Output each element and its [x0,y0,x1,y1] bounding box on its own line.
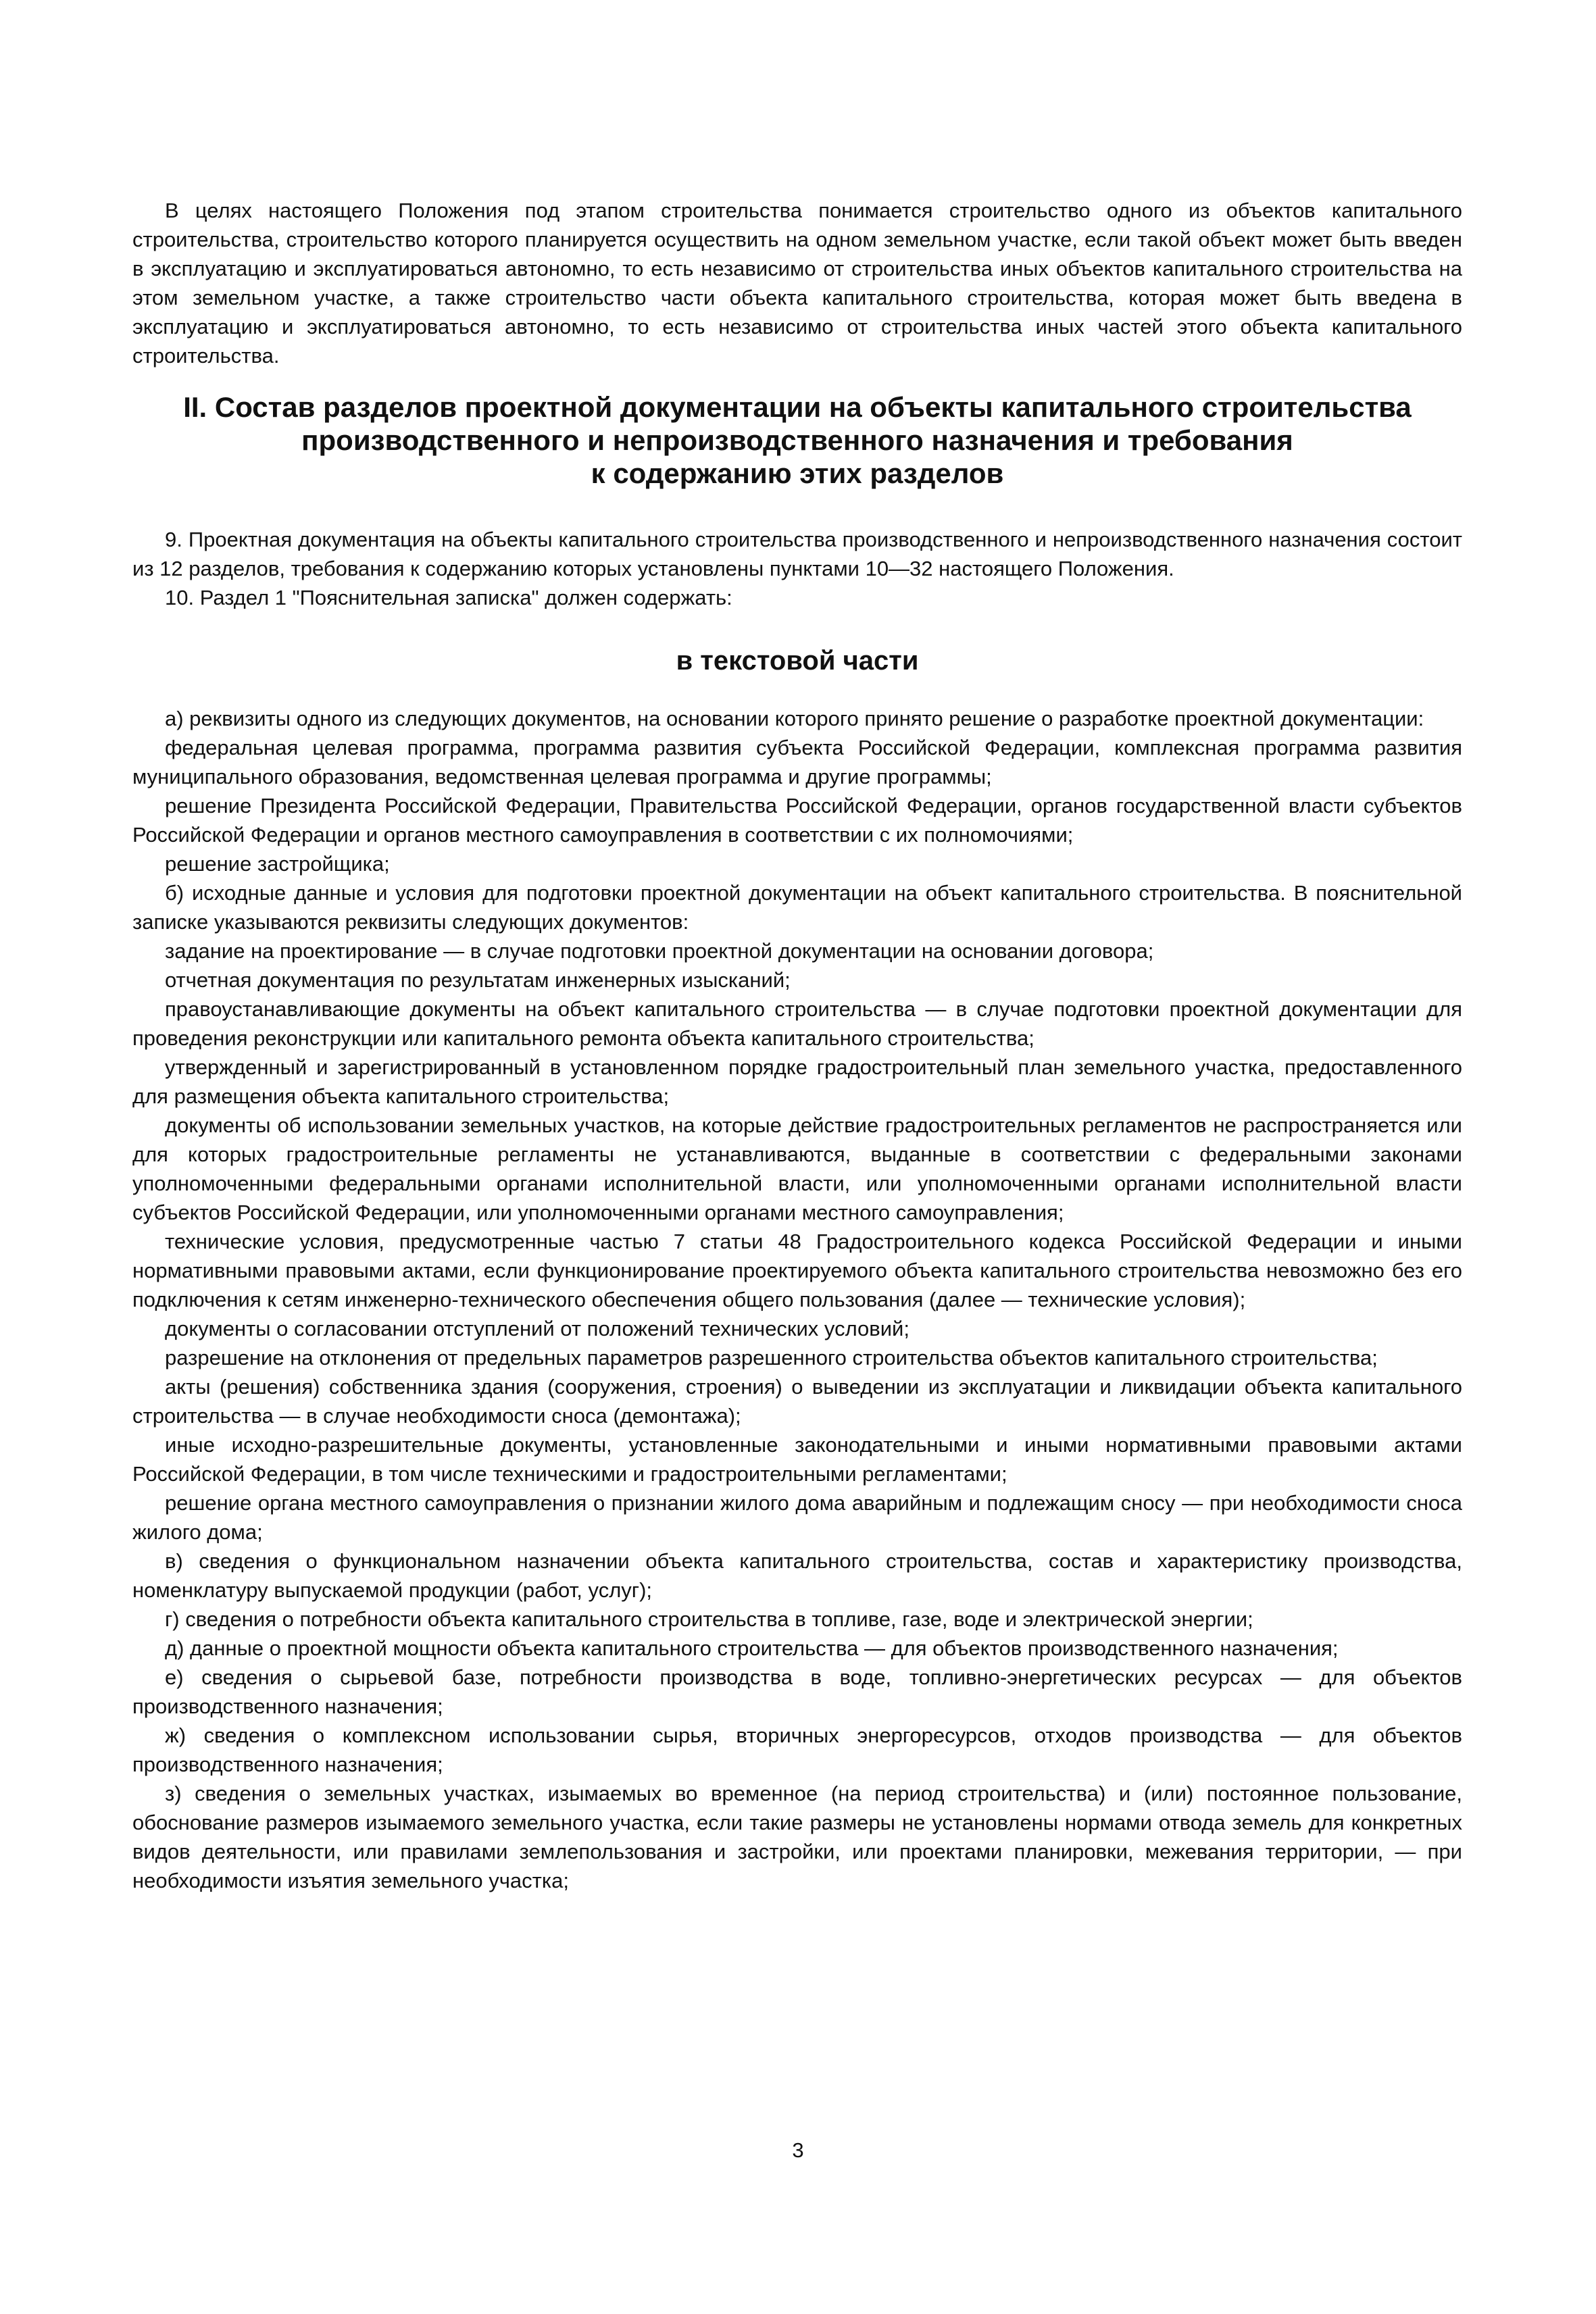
paragraph-9: 9. Проектная документация на объекты капитального строительства производственного и непроизводственного назначения состоит из 12 разделов, требования к содержанию которых установлены пунктами 10—32 настоящего Положения. [132,528,1462,580]
list-item: правоустанавливающие документы на объект капитального строительства — в случае подготовки проектной документации для проведения реконструкции или капитального ремонта объекта капитального строительства; [132,997,1462,1050]
list-item-zh: ж) сведения о комплексном использовании сырья, вторичных энергоресурсов, отходов производства — для объектов производственного назначения; [132,1724,1462,1776]
page-number: 3 [792,2138,804,2162]
section-title [132,391,1462,490]
list-item: документы об использовании земельных участков, на которые действие градостроительных регламентов не распространяется или для которых градостроительные регламенты не устанавливаются, выданные в соответствии с федеральными законами уполномоченными федеральными органами исполнительной власти, или уполномоченными органами исполнительной власти субъектов Российской Федерации, или уполномоченными органами местного самоуправления; [132,1113,1462,1224]
subheading-text-part: в текстовой части [676,646,919,676]
list-item: разрешение на отклонения от предельных параметров разрешенного строительства объектов капитального строительства; [165,1346,1378,1369]
list-item: решение застройщика; [165,852,390,876]
list-item: решение Президента Российской Федерации, Правительства Российской Федерации, органов государственной власти субъектов Российской Федерации и органов местного самоуправления в соответствии с их полномочиями; [132,794,1462,847]
list-item-z: з) сведения о земельных участках, изымаемых во временное (на период строительства) и (или) постоянное пользование, обоснование размеров изымаемого земельного участка, если такие размеры не установлены нормами отвода земель для конкретных видов деятельности, или правилами землепользования и застройки, или проектами планировки, межевания территории, — при необходимости изъятия земельного участка; [132,1782,1462,1892]
list-item: технические условия, предусмотренные частью 7 статьи 48 Градостроительного кодекса Российской Федерации и иными нормативными правовыми актами, если функционирование проектируемого объекта капитального строительства невозможно без его подключения к сетям инженерно-технического обеспечения общего пользования (далее — технические условия); [132,1230,1462,1311]
list-item: акты (решения) собственника здания (сооружения, строения) о выведении из эксплуатации и ликвидации объекта капитального строительства — в случае необходимости сноса (демонтажа); [132,1375,1462,1428]
list-item: федеральная целевая программа, программа развития субъекта Российской Федерации, комплексная программа развития муниципального образования, ведомственная целевая программа и другие программы; [132,736,1462,788]
section-title-line-1: II. Состав разделов проектной документации на объекты капитального строительства [183,391,1412,423]
intro-paragraph: В целях настоящего Положения под этапом строительства понимается строительство одного из объектов капитального строительства, строительство которого планируется осуществить на одном земельном участке, если такой объект может быть введен в эксплуатацию и эксплуатироваться автономно, то есть независимо от строительства иных объектов капитального строительства на этом земельном участке, а также строительство части объекта капитального строительства, которая может быть введена в эксплуатацию и эксплуатироваться автономно, то есть независимо от строительства иных частей этого объекта капитального строительства. [132,199,1462,368]
list-item: отчетная документация по результатам инженерных изысканий; [165,968,791,992]
list-item: утвержденный и зарегистрированный в установленном порядке градостроительный план земельного участка, предоставленного для размещения объекта капитального строительства; [132,1055,1462,1108]
list-item-e: е) сведения о сырьевой базе, потребности производства в воде, топливно-энергетических ресурсах — для объектов производственного назначения; [132,1665,1462,1718]
list-item-a: а) реквизиты одного из следующих документов, на основании которого принято решение о разработке проектной документации: [165,707,1424,730]
list-item: иные исходно-разрешительные документы, установленные законодательными и иными нормативными правовыми актами Российской Федерации, в том числе техническими и градостроительными регламентами; [132,1433,1462,1486]
paragraph-10: 10. Раздел 1 "Пояснительная записка" должен содержать: [165,586,732,609]
section-title-line-2: производственного и непроизводственного назначения и требования [301,424,1293,456]
list-item-g: г) сведения о потребности объекта капитального строительства в топливе, газе, воде и электрической энергии; [165,1607,1253,1631]
list-item-v: в) сведения о функциональном назначении объекта капитального строительства, состав и характеристику производства, номенклатуру выпускаемой продукции (работ, услуг); [132,1549,1462,1602]
list-item: документы о согласовании отступлений от положений технических условий; [165,1317,909,1340]
list-item-d: д) данные о проектной мощности объекта капитального строительства — для объектов производственного назначения; [165,1636,1339,1660]
list-item-b: б) исходные данные и условия для подготовки проектной документации на объект капитального строительства. В пояснительной записке указываются реквизиты следующих документов: [132,881,1462,934]
list-item: решение органа местного самоуправления о признании жилого дома аварийным и подлежащим сносу — при необходимости сноса жилого дома; [132,1491,1462,1544]
section-title-line-3: к содержанию этих разделов [591,457,1004,489]
document-page [132,196,1462,1895]
list-item: задание на проектирование — в случае подготовки проектной документации на основании договора; [165,939,1154,963]
